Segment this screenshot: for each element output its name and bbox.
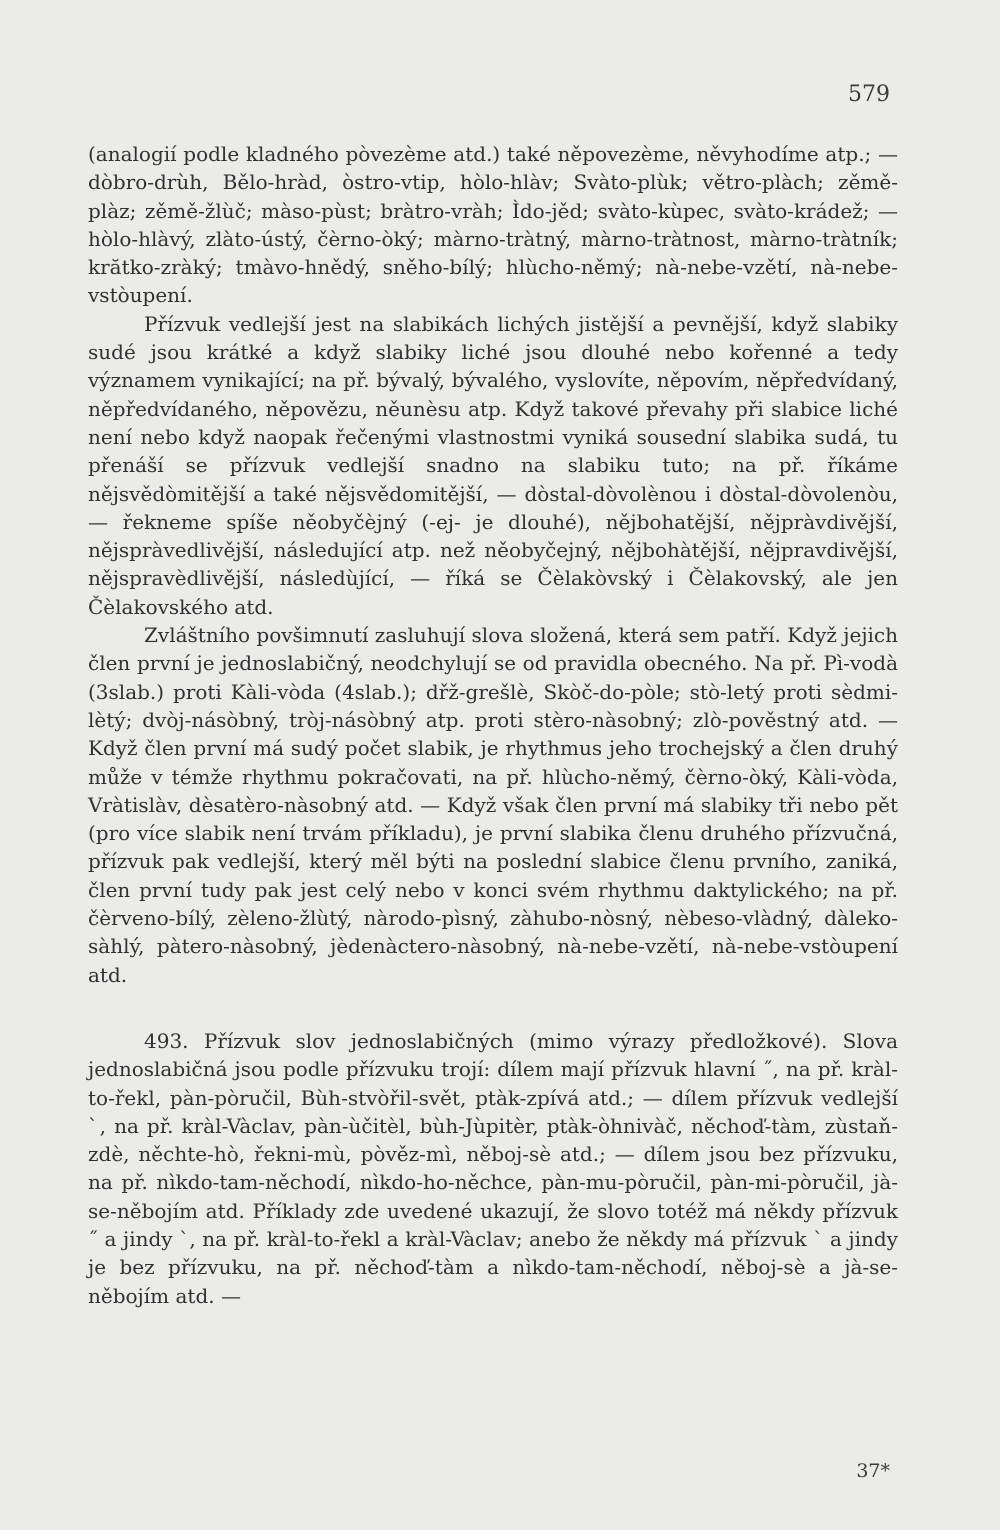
body-text bbox=[88, 140, 898, 1310]
paragraph-section-493: 493. Přízvuk slov jednoslabičných (mimo výrazy předložkové). Slova jednoslabičná jsou podle přízvuku trojí: dílem mají přízvuk hlavní ˝, na př. kràl-to-řekl, pàn-pòručil, Bùh-stvòřil-svět, ptàk-zpívá atd.; — dílem přízvuk vedlejší ˋ, na př. kràl-Vàclav, pàn-ùčitèl, bùh-Jùpitèr, ptàk-òhnivàč, něchoď-tàm, zùstaň-zdè, něchte-hò, řekni-mù, pòvěz-mì, něboj-sè atd.; — dílem jsou bez přízvuku, na př. nìkdo-tam-něchodí, nìkdo-ho-něchce, pàn-mu-pòručil, pàn-mi-pòručil, jà-se-něbojím atd. Příklady zde uvedené ukazují, že slovo totéž má někdy přízvuk ˝ a jindy ˋ, na př. kràl-to-řekl a kràl-Vàclav; anebo že někdy má přízvuk ˋ a jindy je bez přízvuku, na př. něchoď-tàm a nìkdo-tam-něchodí, něboj-sè a jà-se-něbojím atd. — bbox=[88, 1028, 898, 1308]
paragraph-secondary-stress: Přízvuk vedlejší jest na slabikách lichých jistější a pevnější, když slabiky sudé jsou krátké a když slabiky liché jsou dlouhé nebo kořenné a tedy významem vynikající; na př. bývalý, bývalého, vyslovíte, něpovím, něpředvídaný, něpředvídaného, něpovězu, něunèsu atp. Když takové převahy při slabice liché není nebo když naopak řečenými vlastnostmi vyniká sousední slabika sudá, tu přenáší se přízvuk vedlejší snadno na slabiku tuto; na př. říkáme nějsvědòmitější a také nějsvědomitější, — dòstal-dòvolènou i dòstal-dòvolenòu, — řekneme spíše něobyčèjný (-ej- je dlouhé), nějbohatější, nějpràvdivější, nějspràvedlivější, následující atp. než něobyčejný, nějbohàtější, nějpravdivější, nějspravèdlivější, následùjící, — říká se Čèlakòvský i Čèlakovský, ale jen Čèlakovského atd. bbox=[88, 311, 898, 619]
signature-mark: 37* bbox=[856, 1460, 890, 1482]
paragraph-compound-examples: (analogií podle kladného pòvezème atd.) také něpovezème, něvyhodíme atp.; — dòbro-drùh, Bělo-hràd, òstro-vtip, hòlo-hlàv; Svàto-plùk; větro-plàch; zěmě-plàz; zěmě-žlùč; màso-pùst; bràtro-vràh; Ìdo-jěd; svàto-kùpec, svàto-krádež; — hòlo-hlàvý, zlàto-ústý, čèrno-òký; màrno-tràtný, màrno-tràtnost, màrno-tràtník; krătko-zràký; tmàvo-hnědý, sněho-bílý; hlùcho-němý; nà-nebe-vzětí, nà-nebe-vstòupení. bbox=[88, 142, 898, 308]
paragraph-compound-words: Zvláštního povšimnutí zasluhují slova složená, která sem patří. Když jejich člen první je jednoslabičný, neodchylují se od pravidla obecného. Na př. Pì-vodà (3slab.) proti Kàli-vòda (4slab.); dřž-grešlè, Skòč-do-pòle; stò-letý proti sèdmi-lètý; dvòj-násòbný, tròj-násòbný atp. proti stèro-nàsobný; zlò-pověstný atd. — Když člen první má sudý počet slabik, je rhythmus jeho trochejský a člen druhý může v témže rhythmu pokračovati, na př. hlùcho-němý, čèrno-òký, Kàli-vòda, Vràtislàv, dèsatèro-nàsobný atd. — Když však člen první má slabiky tři nebo pět (pro více slabik není trvám příkladu), je první slabika členu druhého přízvučná, přízvuk pak vedlejší, který měl býti na poslední slabice členu prvního, zaniká, člen první tudy pak jest celý nebo v konci svém rhythmu daktylického; na př. čèrveno-bílý, zèleno-žlùtý, nàrodo-pìsný, zàhubo-nòsný, nèbeso-vlàdný, dàleko-sàhlý, pàtero-nàsobný, jèdenàctero-nàsobný, nà-nebe-vzětí, nà-nebe-vstòupení atd. bbox=[88, 623, 898, 987]
section-gap bbox=[88, 989, 898, 1027]
page-number: 579 bbox=[848, 82, 890, 107]
